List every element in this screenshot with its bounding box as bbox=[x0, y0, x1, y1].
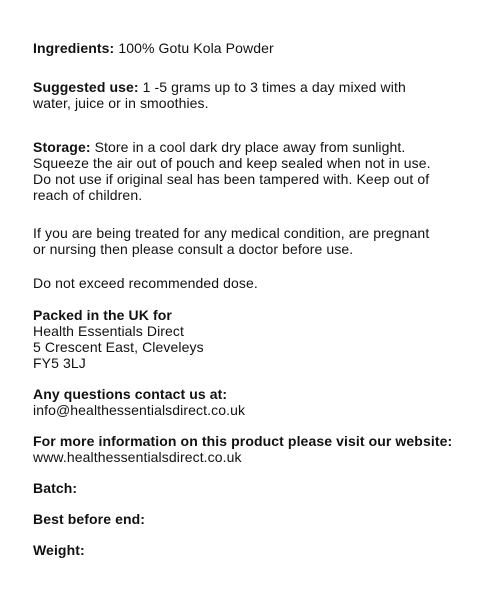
website-url: www.healthessentialsdirect.co.uk bbox=[33, 449, 242, 465]
suggested-use-label: Suggested use: bbox=[33, 79, 139, 95]
storage-text-line1: Store in a cool dark dry place away from sunlight. bbox=[90, 139, 406, 155]
website-section bbox=[33, 433, 480, 465]
medical-warning-line2: or nursing then please consult a doctor before use. bbox=[33, 241, 354, 257]
medical-warning-section bbox=[33, 225, 480, 257]
medical-warning-line1: If you are being treated for any medical condition, are pregnant bbox=[33, 225, 430, 241]
batch-section bbox=[33, 480, 480, 496]
company-postcode: FY5 3LJ bbox=[33, 355, 86, 371]
ingredients-label: Ingredients: bbox=[33, 40, 115, 56]
suggested-use-text-line1: 1 -5 grams up to 3 times a day mixed with bbox=[138, 79, 406, 95]
ingredients-text: 100% Gotu Kola Powder bbox=[114, 40, 274, 56]
storage-text-line2: Squeeze the air out of pouch and keep sealed when not in use. bbox=[33, 155, 431, 171]
weight-label: Weight: bbox=[33, 542, 85, 558]
packed-section bbox=[33, 307, 480, 371]
storage-section bbox=[33, 139, 480, 203]
contact-label: Any questions contact us at: bbox=[33, 386, 228, 402]
packed-label: Packed in the UK for bbox=[33, 307, 172, 323]
batch-label: Batch: bbox=[33, 480, 78, 496]
storage-label: Storage: bbox=[33, 139, 91, 155]
contact-section bbox=[33, 386, 480, 418]
company-name: Health Essentials Direct bbox=[33, 323, 185, 339]
website-label: For more information on this product please visit our website: bbox=[33, 433, 453, 449]
storage-text-line4: reach of children. bbox=[33, 187, 143, 203]
suggested-use-section bbox=[33, 79, 480, 111]
contact-email: info@healthessentialsdirect.co.uk bbox=[33, 402, 246, 418]
ingredients-section bbox=[33, 40, 480, 56]
dose-warning-text: Do not exceed recommended dose. bbox=[33, 275, 258, 291]
company-address: 5 Crescent East, Cleveleys bbox=[33, 339, 204, 355]
best-before-section bbox=[33, 511, 480, 527]
weight-section bbox=[33, 542, 480, 558]
suggested-use-text-line2: water, juice or in smoothies. bbox=[33, 95, 209, 111]
dose-warning-section bbox=[33, 275, 480, 291]
best-before-label: Best before end: bbox=[33, 511, 146, 527]
storage-text-line3: Do not use if original seal has been tampered with. Keep out of bbox=[33, 171, 430, 187]
